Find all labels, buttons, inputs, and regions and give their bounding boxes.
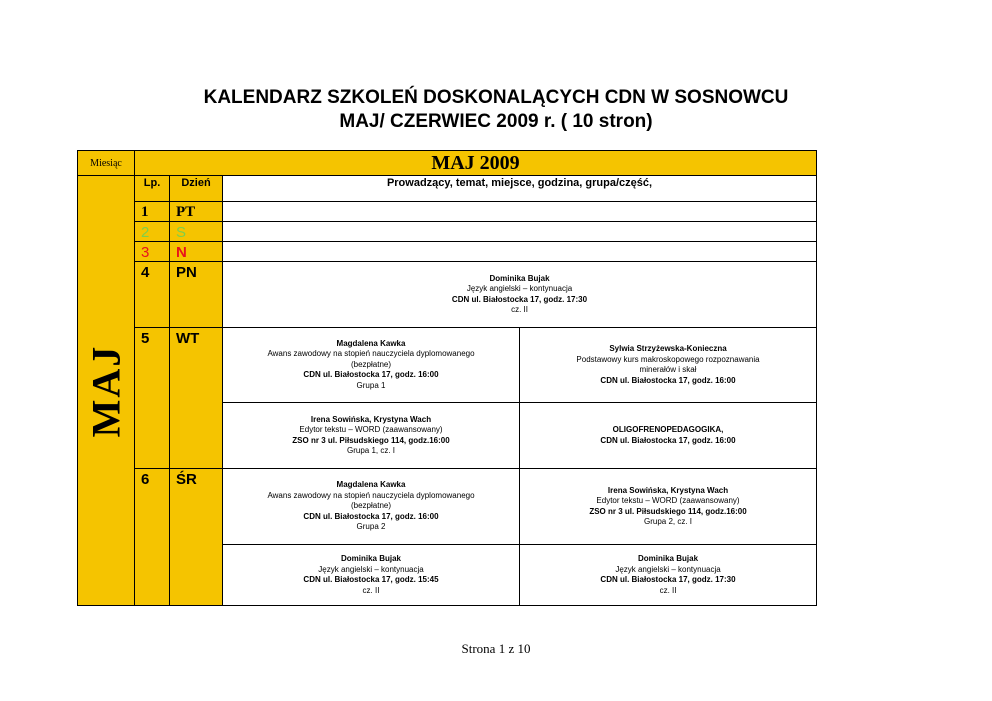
row-lp: 2 [135,222,170,242]
row-desc-empty [223,202,817,222]
page-footer: Strona 1 z 10 [461,641,531,656]
row-desc-empty [223,222,817,242]
course-entry: OLIGOFRENOPEDAGOGIKA, CDN ul. Białostocka 17, godz. 16:00 [520,403,817,469]
col-header-lp: Lp. [135,176,170,202]
table-row [78,202,817,222]
row-lp: 4 [135,262,170,328]
row-lp: 5 [135,328,170,469]
course-entry: Dominika Bujak Język angielski – kontynuacja CDN ul. Białostocka 17, godz. 17:30 cz. II [520,545,817,606]
row-day: S [170,222,223,242]
course-entry: Dominika Bujak Język angielski – kontynuacja CDN ul. Białostocka 17, godz. 17:30 cz. II [223,262,817,328]
course-entry: Irena Sowińska, Krystyna Wach Edytor tekstu – WORD (zaawansowany) ZSO nr 3 ul. Piłsudskiego 114, godz.16:00 Grupa 2, cz. I [520,469,817,545]
table-row [78,242,817,262]
miesiac-label: Miesiąc [78,151,135,176]
course-entry: Sylwia Strzyżewska-Konieczna Podstawowy kurs makroskopowego rozpoznawania minerałów i skał CDN ul. Białostocka 17, godz. 16:00 [520,328,817,403]
course-entry: Irena Sowińska, Krystyna Wach Edytor tekstu – WORD (zaawansowany) ZSO nr 3 ul. Piłsudskiego 114, godz.16:00 Grupa 1, cz. I [223,403,520,469]
row-lp: 6 [135,469,170,606]
col-header-day: Dzień [170,176,223,202]
row-lp: 3 [135,242,170,262]
month-vertical-text: MAJ [83,344,129,437]
month-vertical-label [78,176,135,606]
row-day: N [170,242,223,262]
document-title: KALENDARZ SZKOLEŃ DOSKONALĄCYCH CDN W SOSNOWCU [203,87,789,108]
schedule-table [77,150,817,606]
row-day: PT [170,202,223,222]
row-day: ŚR [170,469,223,606]
row-day: WT [170,328,223,469]
row-desc-empty [223,242,817,262]
table-row [78,222,817,242]
table-row [78,469,817,545]
course-entry: Magdalena Kawka Awans zawodowy na stopień nauczyciela dyplomowanego (bezpłatne) CDN ul. Białostocka 17, godz. 16:00 Grupa 2 [223,469,520,545]
row-day: PN [170,262,223,328]
document-subtitle: MAJ/ CZERWIEC 2009 r. ( 10 stron) [339,111,653,132]
course-entry: Dominika Bujak Język angielski – kontynuacja CDN ul. Białostocka 17, godz. 15:45 cz. II [223,545,520,606]
table-row [78,262,817,328]
row-lp: 1 [135,202,170,222]
month-title: MAJ 2009 [135,151,817,176]
col-header-desc: Prowadzący, temat, miejsce, godzina, grupa/część, [223,176,817,202]
table-row [78,328,817,403]
course-entry: Magdalena Kawka Awans zawodowy na stopień nauczyciela dyplomowanego (bezpłatne) CDN ul. Białostocka 17, godz. 16:00 Grupa 1 [223,328,520,403]
